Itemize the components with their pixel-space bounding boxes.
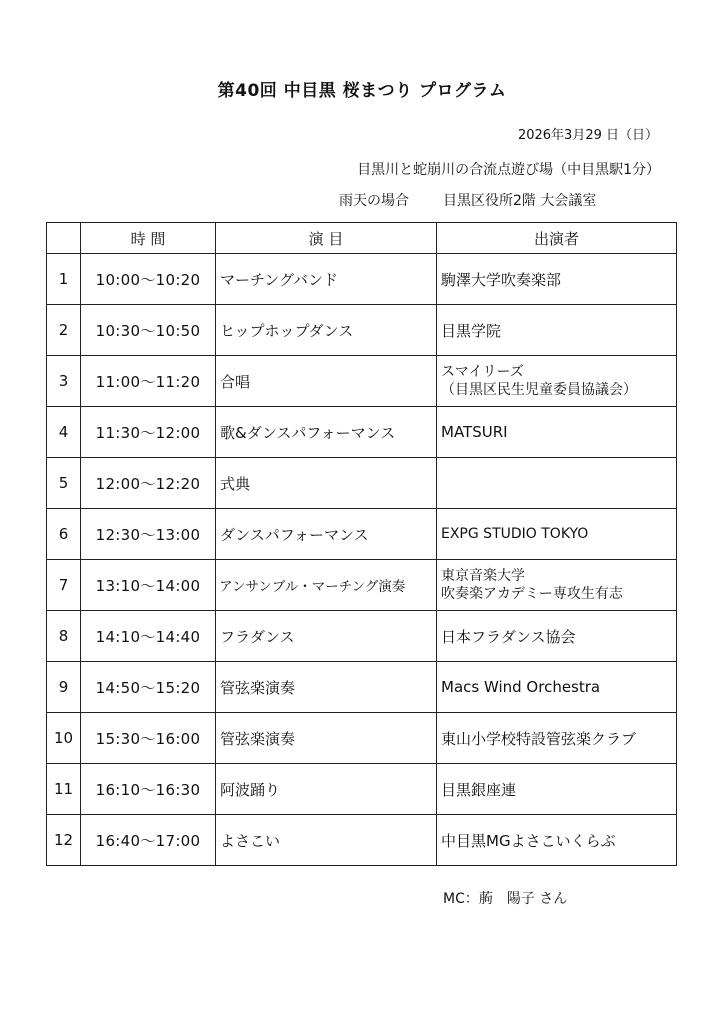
event-date: 2026年3月29 日（日） <box>517 128 658 143</box>
row-event: アンサンブル・マーチング演奏 <box>216 560 437 611</box>
row-performer <box>437 662 677 713</box>
table-row <box>47 254 677 305</box>
row-performer <box>437 713 677 764</box>
row-number: 4 <box>47 407 81 458</box>
header-event: 演 目 <box>216 223 437 254</box>
row-event: 合唱 <box>216 356 437 407</box>
row-performer <box>437 509 677 560</box>
row-time: 11:00〜11:20 <box>81 356 216 407</box>
rain-place: 目黒区役所2階 大会議室 <box>443 193 597 209</box>
row-event: フラダンス <box>216 611 437 662</box>
row-performer <box>437 815 677 866</box>
header-no <box>47 223 81 254</box>
rain-plan <box>339 190 596 210</box>
performer-name: 駒澤大学吹奏楽部 <box>441 270 562 289</box>
row-number: 3 <box>47 356 81 407</box>
row-time: 12:30〜13:00 <box>81 509 216 560</box>
row-number: 7 <box>47 560 81 611</box>
performer-name: EXPG STUDIO TOKYO <box>441 526 589 542</box>
row-time: 11:30〜12:00 <box>81 407 216 458</box>
table-row <box>47 305 677 356</box>
header-performer: 出演者 <box>437 223 677 254</box>
table-row <box>47 458 677 509</box>
row-event: 管弦楽演奏 <box>216 713 437 764</box>
performer-name: 東山小学校特設管弦楽クラブ <box>441 729 637 748</box>
performer-affiliation: （目黒区民生児童委員協議会） <box>441 382 637 398</box>
table-row <box>47 560 677 611</box>
row-time: 12:00〜12:20 <box>81 458 216 509</box>
performer-name: Macs Wind Orchestra <box>441 678 601 696</box>
program-table <box>46 222 677 866</box>
row-number: 6 <box>47 509 81 560</box>
row-event: 式典 <box>216 458 437 509</box>
row-performer <box>437 764 677 815</box>
table-row <box>47 815 677 866</box>
row-time: 16:40〜17:00 <box>81 815 216 866</box>
event-venue: 目黒川と蛇崩川の合流点遊び場（中目黒駅1分） <box>357 162 660 178</box>
row-time: 13:10〜14:00 <box>81 560 216 611</box>
performer-name: 目黒学院 <box>441 321 502 340</box>
table-header-row <box>47 223 677 254</box>
row-number: 11 <box>47 764 81 815</box>
table-row <box>47 509 677 560</box>
row-event: ダンスパフォーマンス <box>216 509 437 560</box>
table-row <box>47 407 677 458</box>
row-performer <box>437 356 677 407</box>
row-number: 2 <box>47 305 81 356</box>
row-event: 歌&ダンスパフォーマンス <box>216 407 437 458</box>
row-time: 10:30〜10:50 <box>81 305 216 356</box>
row-time: 10:00〜10:20 <box>81 254 216 305</box>
row-event: 阿波踊り <box>216 764 437 815</box>
row-event: 管弦楽演奏 <box>216 662 437 713</box>
row-number: 1 <box>47 254 81 305</box>
row-number: 12 <box>47 815 81 866</box>
mc-credit: MC：葋 陽子 さん <box>443 891 568 907</box>
table-row <box>47 356 677 407</box>
performer-name: スマイリーズ <box>441 364 524 380</box>
performer-name: MATSURI <box>441 423 508 441</box>
row-number: 9 <box>47 662 81 713</box>
row-performer <box>437 458 677 509</box>
row-number: 5 <box>47 458 81 509</box>
performer-name: 日本フラダンス協会 <box>441 627 576 646</box>
row-event: ヒップホップダンス <box>216 305 437 356</box>
row-time: 16:10〜16:30 <box>81 764 216 815</box>
row-number: 8 <box>47 611 81 662</box>
performer-name: 東京音楽大学 <box>441 568 525 584</box>
program-title: 第40回 中目黒 桜まつり プログラム <box>217 81 507 101</box>
row-time: 15:30〜16:00 <box>81 713 216 764</box>
table-row <box>47 764 677 815</box>
performer-name: 中目黒MGよさこいくらぶ <box>441 831 616 850</box>
row-time: 14:10〜14:40 <box>81 611 216 662</box>
performer-name: 目黒銀座連 <box>441 780 517 799</box>
row-performer <box>437 407 677 458</box>
table-row <box>47 611 677 662</box>
table-row <box>47 713 677 764</box>
row-time: 14:50〜15:20 <box>81 662 216 713</box>
row-performer <box>437 560 677 611</box>
row-performer <box>437 611 677 662</box>
rain-label: 雨天の場合 <box>339 193 409 209</box>
table-row <box>47 662 677 713</box>
row-event: マーチングバンド <box>216 254 437 305</box>
row-performer <box>437 254 677 305</box>
header-time: 時 間 <box>81 223 216 254</box>
performer-affiliation: 吹奏楽アカデミー専攻生有志 <box>441 586 623 602</box>
row-number: 10 <box>47 713 81 764</box>
row-performer <box>437 305 677 356</box>
row-event: よさこい <box>216 815 437 866</box>
